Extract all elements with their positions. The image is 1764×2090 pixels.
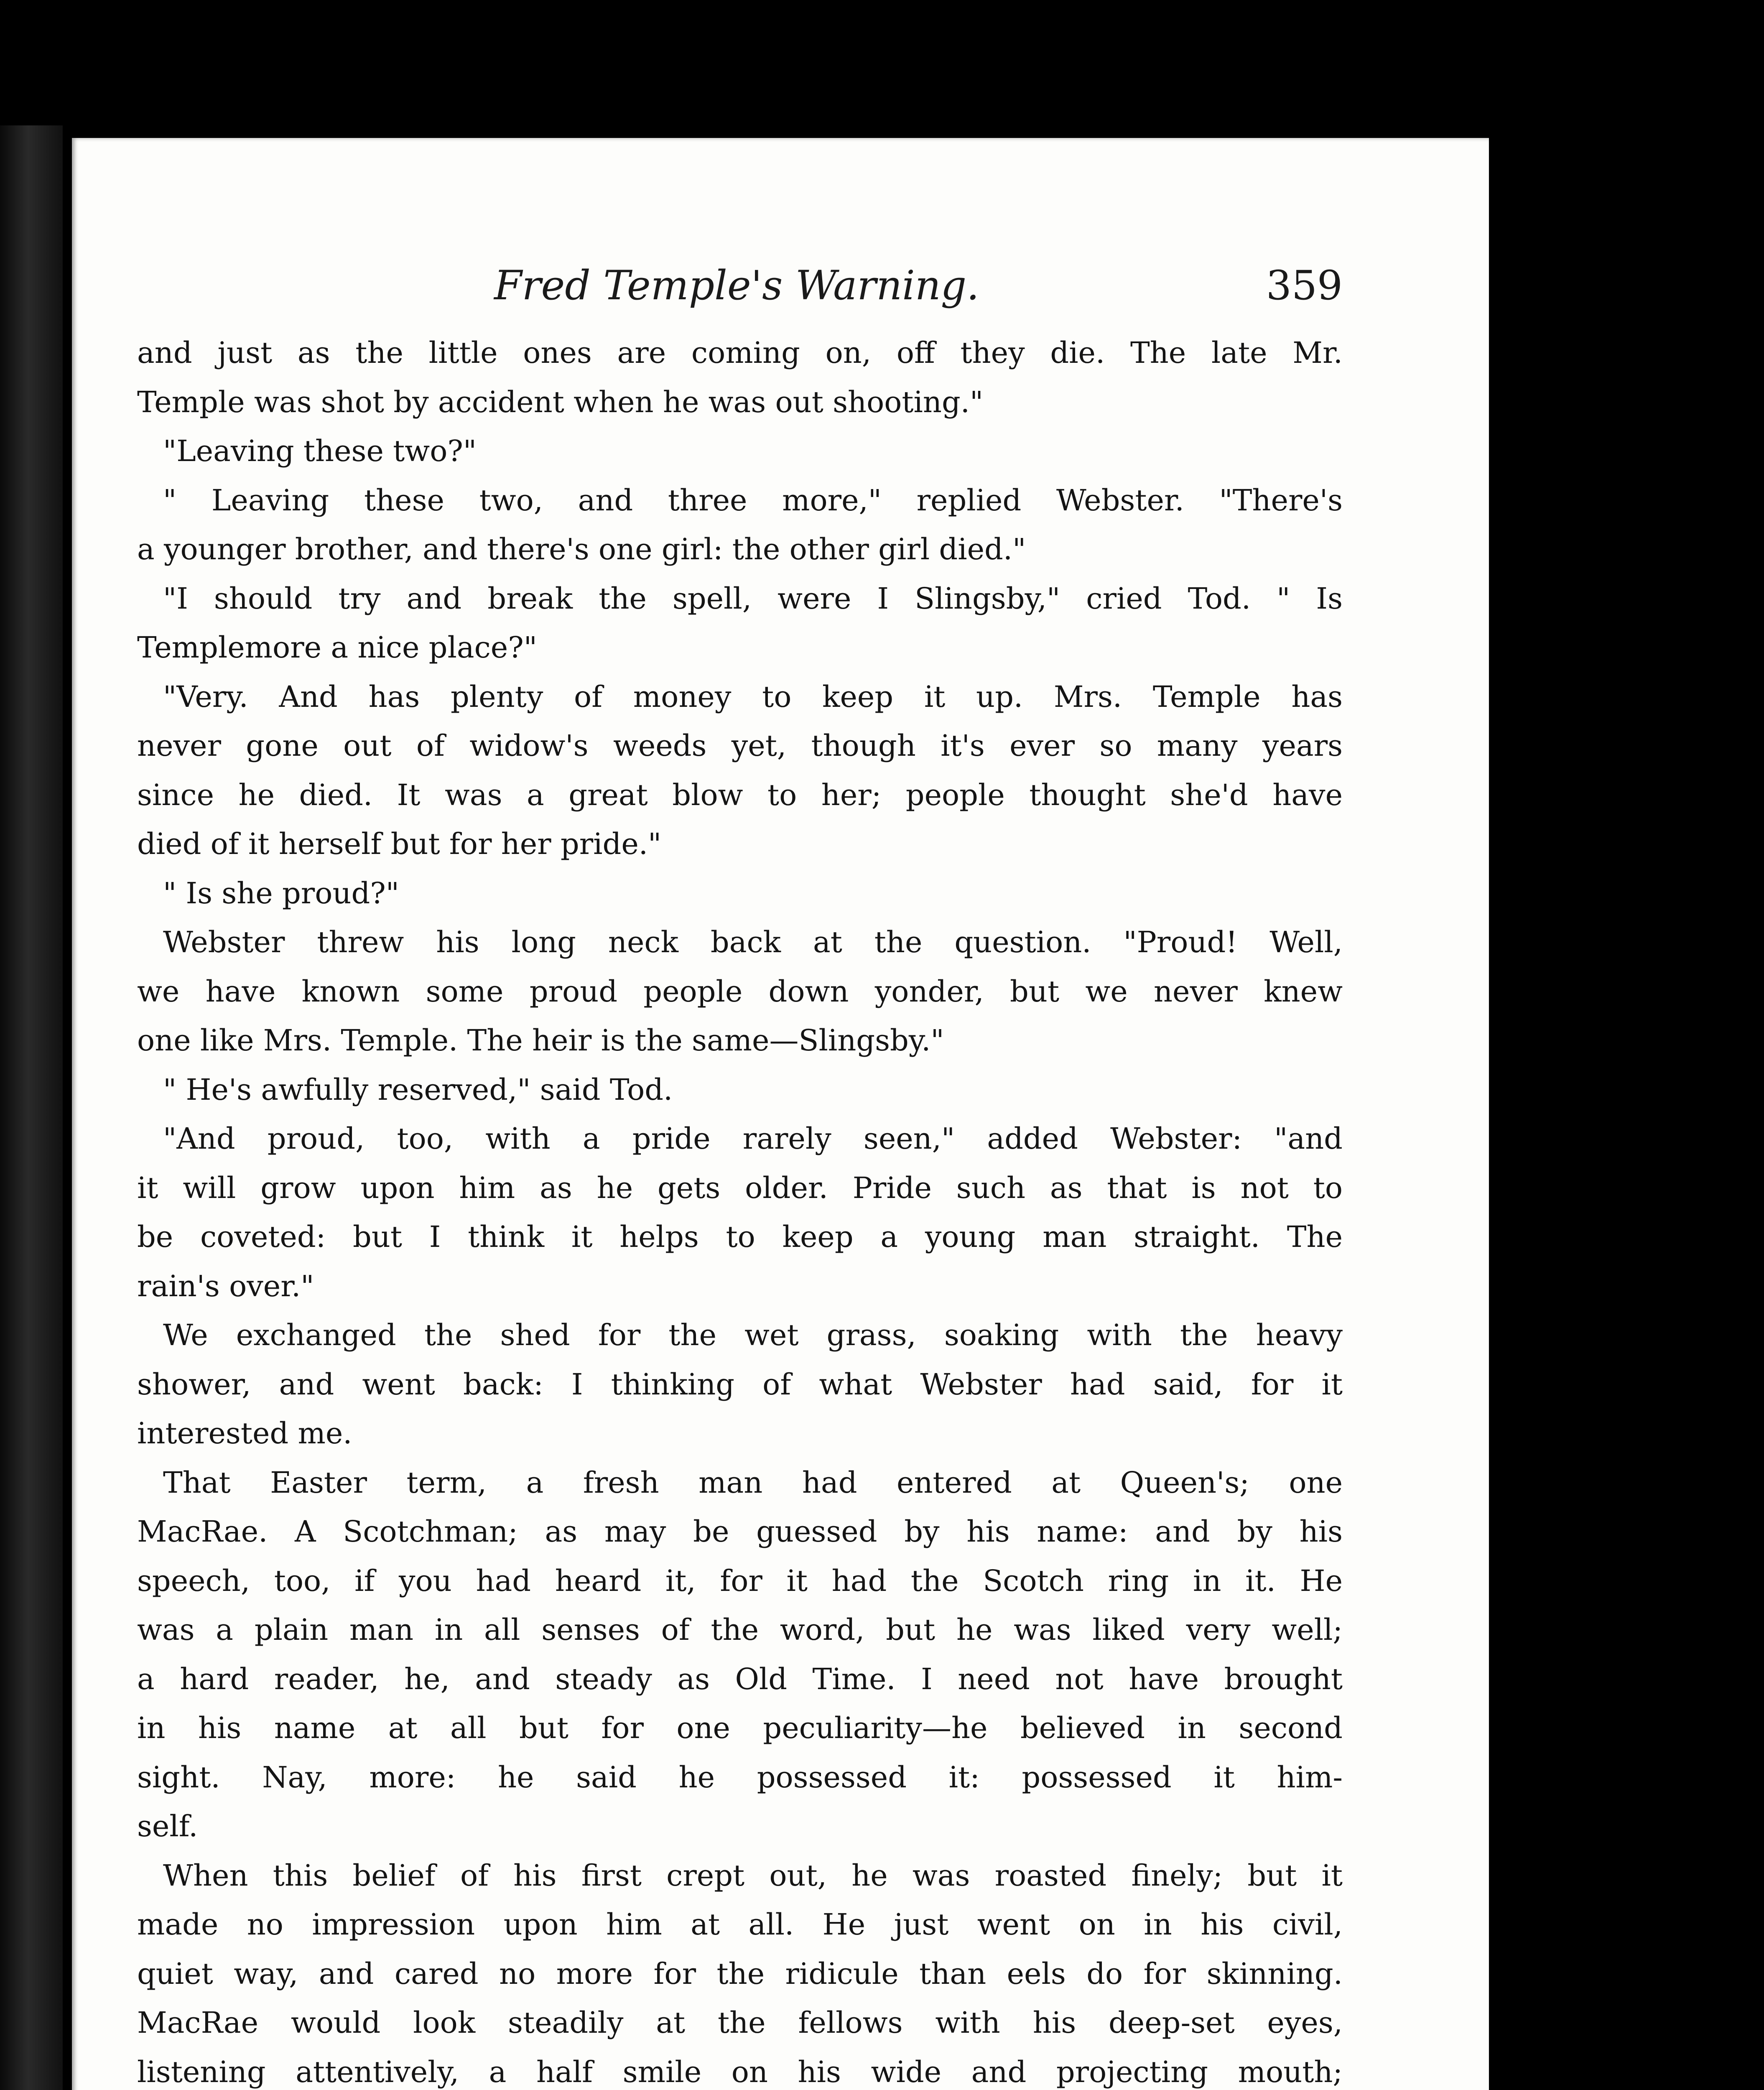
text-line: We exchanged the shed for the wet grass, soaking with the heavy — [163, 1318, 1343, 1352]
text-line: quiet way, and cared no more for the ridicule than eels do for skinning. — [137, 1956, 1343, 1991]
text-line: " Is she proud?" — [163, 876, 399, 910]
text-line: and just as the little ones are coming on, off they die. The late Mr. — [137, 336, 1343, 370]
text-line: That Easter term, a fresh man had entered at Queen's; one — [163, 1465, 1343, 1500]
text-line: self. — [137, 1809, 198, 1843]
text-line: died of it herself but for her pride." — [137, 827, 662, 861]
text-line: in his name at all but for one peculiarity—he believed in second — [137, 1711, 1343, 1745]
text-line: "And proud, too, with a pride rarely seen," added Webster: "and — [163, 1121, 1343, 1156]
text-line: "I should try and break the spell, were I Slingsby," cried Tod. " Is — [163, 581, 1343, 616]
text-line: " Leaving these two, and three more," replied Webster. "There's — [163, 483, 1343, 517]
text-line: be coveted: but I think it helps to keep a young man straight. The — [137, 1220, 1343, 1254]
text-line: Webster threw his long neck back at the question. "Proud! Well, — [163, 925, 1343, 959]
body-text — [137, 329, 1343, 2090]
text-line: "Leaving these two?" — [163, 434, 477, 468]
text-line: "Very. And has plenty of money to keep it up. Mrs. Temple has — [163, 679, 1343, 714]
previous-page-edge — [0, 125, 63, 2090]
text-line: sight. Nay, more: he said he possessed it: possessed it him- — [137, 1760, 1343, 1794]
text-line: speech, too, if you had heard it, for it had the Scotch ring in it. He — [137, 1563, 1343, 1598]
text-line: MacRae. A Scotchman; as may be guessed by his name: and by his — [137, 1514, 1343, 1549]
text-line: was a plain man in all senses of the word, but he was liked very well; — [137, 1613, 1343, 1647]
text-line: When this belief of his first crept out, he was roasted finely; but it — [163, 1858, 1343, 1893]
page-header — [72, 254, 1489, 317]
page-number: 359 — [1266, 262, 1343, 309]
text-line: " He's awfully reserved," said Tod. — [163, 1072, 673, 1107]
text-line: a hard reader, he, and steady as Old Time. I need not have brought — [137, 1662, 1343, 1696]
text-line: since he died. It was a great blow to her; people thought she'd have — [137, 777, 1343, 812]
text-line: never gone out of widow's weeds yet, though it's ever so many years — [137, 729, 1343, 763]
text-line: it will grow upon him as he gets older. Pride such as that is not to — [137, 1170, 1343, 1205]
text-line: made no impression upon him at all. He just went on in his civil, — [137, 1907, 1343, 1942]
text-line: one like Mrs. Temple. The heir is the same—Slingsby." — [137, 1023, 944, 1058]
text-line: Temple was shot by accident when he was out shooting." — [137, 385, 984, 419]
text-line: we have known some proud people down yonder, but we never knew — [137, 974, 1343, 1009]
text-line: Templemore a nice place?" — [137, 630, 537, 665]
text-line: rain's over." — [137, 1269, 314, 1303]
text-line: shower, and went back: I thinking of what Webster had said, for it — [137, 1367, 1343, 1402]
text-line: a younger brother, and there's one girl: the other girl died." — [137, 532, 1026, 566]
text-line: interested me. — [137, 1416, 352, 1450]
text-line: MacRae would look steadily at the fellows with his deep-set eyes, — [137, 2006, 1343, 2040]
running-title: Fred Temple's Warning. — [494, 262, 979, 309]
text-line: listening attentively, a half smile on his wide and projecting mouth; — [137, 2054, 1343, 2089]
book-page — [72, 138, 1489, 2090]
